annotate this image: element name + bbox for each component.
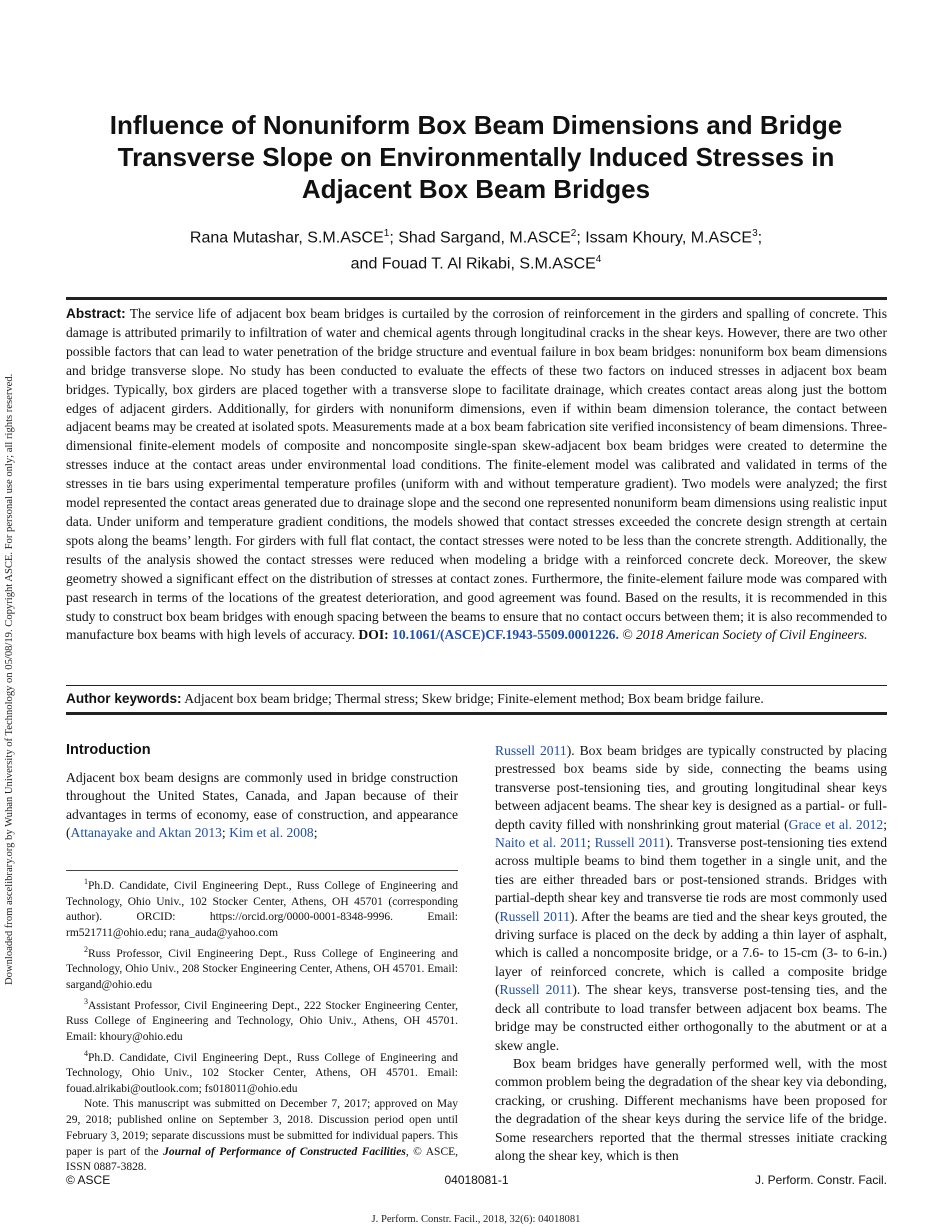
section-heading-introduction: Introduction	[66, 742, 151, 758]
doi-label: DOI:	[358, 627, 389, 643]
abstract-text: The service life of adjacent box beam bridges is curtailed by the corrosion of reinforcement in the girders and spalling of concrete. This damage is attributed primarily to infiltration of water and chemical agents through longitudinal cracks in the shear keys. However, there are two other possible factors that can lead to water penetration of the bridge structure and eventual failure in box beam bridges: nonuniform box beam dimensions and bridge transverse slope. No study has been conducted to evaluate the effects of these two factors on induced stresses in adjacent box beam bridges. Typically, box girders are placed together with a transverse slope to facilitate drainage, which creates contact areas along just the bottom edges of adjacent girders. Additionally, for girders with nonuniform dimensions, even if within beam dimension tolerance, the contact between adjacent beams may be created at isolated spots. Measurements made at a box beam fabrication site verified inconsistency of beam dimensions. Three-dimensional finite-element models of composite and noncomposite single-span skew-adjacent box beam bridges were created to determine the stresses induce at the contact areas under environmental load conditions. The finite-element model was calibrated and validated in terms of the stresses in tie bars using experimental temperature profiles (uniform with and without temperature gradient). Two models were analyzed; the first model represented the contact areas generated due to drainage slope and the second one represented nonuniform beam dimensions using realistic input data. Under uniform and temperature gradient conditions, the models showed that contact stresses exceeded the concrete design strength at certain spots along the beams’ length. For girders with full flat contact, the contact stresses were noted to be less than the concrete strength. Additionally, the results of the analysis showed the contact stresses were reduced when modeling a bridge with a reinforced concrete deck. Moreover, the skew geometry showed a significant effect on the distribution of stresses at contact zones. Furthermore, the finite-element failure mode was compared with past research in terms of the locations of the greatest deterioration, and good agreement was found. Based on the results, it is recommended in this study to construct box beam bridges with enough spacing between the beams to ensure that no contact occurs between them; it is also recommended to manufacture box beams with high levels of accuracy.	[66, 306, 887, 643]
cite-sep: ;	[586, 835, 595, 851]
bottom-citation: J. Perform. Constr. Facil., 2018, 32(6): 04018081	[371, 1214, 581, 1225]
author-4: and Fouad T. Al Rikabi, S.M.ASCE	[350, 255, 596, 273]
manuscript-note	[66, 1097, 458, 1176]
footnote-marker: 2	[84, 944, 88, 954]
intro-paragraph-1-cont	[495, 742, 887, 1055]
author-sep: ;	[576, 229, 586, 247]
author-sep: ;	[389, 229, 399, 247]
citation-link[interactable]: Grace et al. 2012	[788, 816, 884, 832]
intro-text: ). The shear keys, transverse post-tensing ties, and the deck all contribute to load transfer between adjacent box beams. The bridge may be constructed either orthogonally to the abutment or at a skew angle.	[495, 982, 887, 1053]
author-sep: ;	[757, 229, 763, 247]
abstract-label: Abstract:	[66, 306, 126, 321]
citation-link[interactable]: Russell 2011	[594, 835, 666, 851]
citation-link[interactable]: Naito et al. 2011	[495, 835, 587, 851]
left-column	[66, 741, 458, 843]
footer-publisher: © ASCE	[66, 1173, 111, 1187]
intro-paragraph-1	[66, 769, 458, 843]
author-1: Rana Mutashar, S.M.ASCE	[189, 229, 384, 247]
author-3-affil: 3	[752, 228, 758, 239]
footnote-4	[66, 1046, 458, 1098]
author-list	[66, 223, 886, 276]
citation-link[interactable]: Russell 2011	[495, 743, 567, 758]
cite-end: ;	[313, 825, 318, 841]
author-4-affil: 4	[595, 254, 602, 266]
footnote-marker: 1	[84, 877, 88, 886]
footnote-2	[66, 942, 458, 994]
abstract	[66, 305, 887, 645]
intro-p1-text: Adjacent box beam designs are commonly used in bridge construction throughout the United States, Canada, and Japan because of their advantages in terms of economy, ease of construction, and appearance (	[66, 770, 458, 841]
journal-name: Journal of Performance of Constructed Facilities	[163, 1145, 406, 1158]
footer-journal: J. Perform. Constr. Facil.	[754, 1173, 887, 1187]
citation-link[interactable]: Russell 2011	[499, 982, 573, 998]
citation-link[interactable]: Kim et al. 2008	[229, 825, 314, 841]
note-text: Note. This manuscript was submitted on December 7, 2017; approved on May 29, 2018; published online on September 3, 2018. Discussion period open until February 3, 2019; separate discussions must be submitted for individual papers. This paper is part of the	[66, 1098, 458, 1158]
intro-text: ). After the beams are tied and the shear keys grouted, the driving surface is placed on the deck by adding a thin layer of asphalt, which is called a noncomposite bridge, or a 7.6- to 15-cm (3- to 6-in.) layer of reinforced concrete, which is called a composite bridge (	[495, 908, 887, 998]
intro-paragraph-2: Box beam bridges have generally performed well, with the most common problem being the degradation of the shear key via debonding, cracking, or crushing. Different mechanisms have been proposed for the degradation of the shear keys during the service life of the bridge. Some researchers reported that the thermal stresses initiate cracking along the shear key, which is then	[495, 1055, 887, 1163]
footnote-rule	[66, 870, 458, 871]
footnote-text: Assistant Professor, Civil Engineering Dept., 222 Stocker Engineering Center, Russ College of Engineering and Technology, Ohio Univ., Athens, OH 45701. Email: khoury@ohio.edu	[66, 999, 458, 1043]
footnote-text: Russ Professor, Civil Engineering Dept., Russ College of Engineering and Technology, Ohio Univ., 208 Stocker Engineering Center, Athens, OH 45701. Email: sargand@ohio.edu	[66, 947, 458, 991]
footnote-1	[66, 874, 458, 942]
footnotes	[66, 874, 458, 1176]
note-end: , © ASCE, ISSN 0887-3828.	[66, 1145, 459, 1174]
author-1-affil: 1	[383, 228, 390, 239]
author-keywords	[66, 690, 887, 708]
keywords-bottom-rule	[66, 712, 887, 715]
keywords-text: Adjacent box beam bridge; Thermal stress; Skew bridge; Finite-element method; Box beam bridge failure.	[184, 691, 764, 706]
footnote-text: Ph.D. Candidate, Civil Engineering Dept., Russ College of Engineering and Technology, Ohio Univ., 102 Stocker Center, Athens, OH 45701 (corresponding author). ORCID: https://orcid.org/0000-0001-8348-9996. Email: rm521711@ohio.edu; rana_auda@yahoo.com	[66, 879, 458, 939]
footer-page-id: 04018081-1	[444, 1173, 509, 1187]
footnote-3	[66, 994, 458, 1046]
citation-link[interactable]: Attanayake and Aktan 2013	[70, 825, 222, 841]
intro-text: ). Box beam bridges are typically constructed by placing prestressed box beams side by side, connecting the beams using transverse post-tensioning ties, and grouting longitudinal shear keys between adjacent beams. The shear key is designed as a partial- or full-depth cavity filled with nonshrinking grout material (	[495, 743, 887, 832]
author-2-affil: 2	[570, 228, 577, 239]
footnote-marker: 3	[84, 996, 88, 1006]
paper-title: Influence of Nonuniform Box Beam Dimensions and Bridge Transverse Slope on Environmentally Induced Stresses in Adjacent Box Beam Bridges	[109, 110, 843, 204]
keywords-label: Author keywords:	[66, 691, 182, 706]
page-footer	[66, 1173, 887, 1189]
footnote-marker: 4	[84, 1048, 88, 1058]
doi-link[interactable]: 10.1061/(ASCE)CF.1943-5509.0001226.	[392, 627, 619, 643]
intro-text: ). Transverse post-tensioning ties extend across multiple beams to bind them together in a single unit, and the ties are either threaded bars or post-tensioned strands. Bridges with partial-depth shear key and transverse tie rods are most commonly used (	[495, 835, 887, 924]
author-3: Issam Khoury, M.ASCE	[585, 229, 753, 247]
citation-link[interactable]: Russell 2011	[499, 908, 571, 924]
footnote-text: Ph.D. Candidate, Civil Engineering Dept., Russ College of Engineering and Technology, Ohio Univ., 102 Stocker Center, Athens, OH 45701. Email: fouad.alrikabi@outlook.com; fs018011@ohio.edu	[66, 1051, 458, 1095]
copyright-notice: © 2018 American Society of Civil Engineers.	[622, 627, 868, 643]
keywords-rule	[66, 685, 887, 686]
author-2: Shad Sargand, M.ASCE	[398, 229, 571, 247]
abstract-top-rule	[66, 297, 887, 300]
cite-sep: ;	[883, 816, 887, 832]
download-notice: Downloaded from ascelibrary.org by Wuhan University of Technology on 05/08/19. Copyright ASCE. For personal use only; all rights reserved.	[4, 373, 15, 985]
cite-sep: ;	[221, 825, 230, 841]
right-column	[495, 742, 887, 1165]
